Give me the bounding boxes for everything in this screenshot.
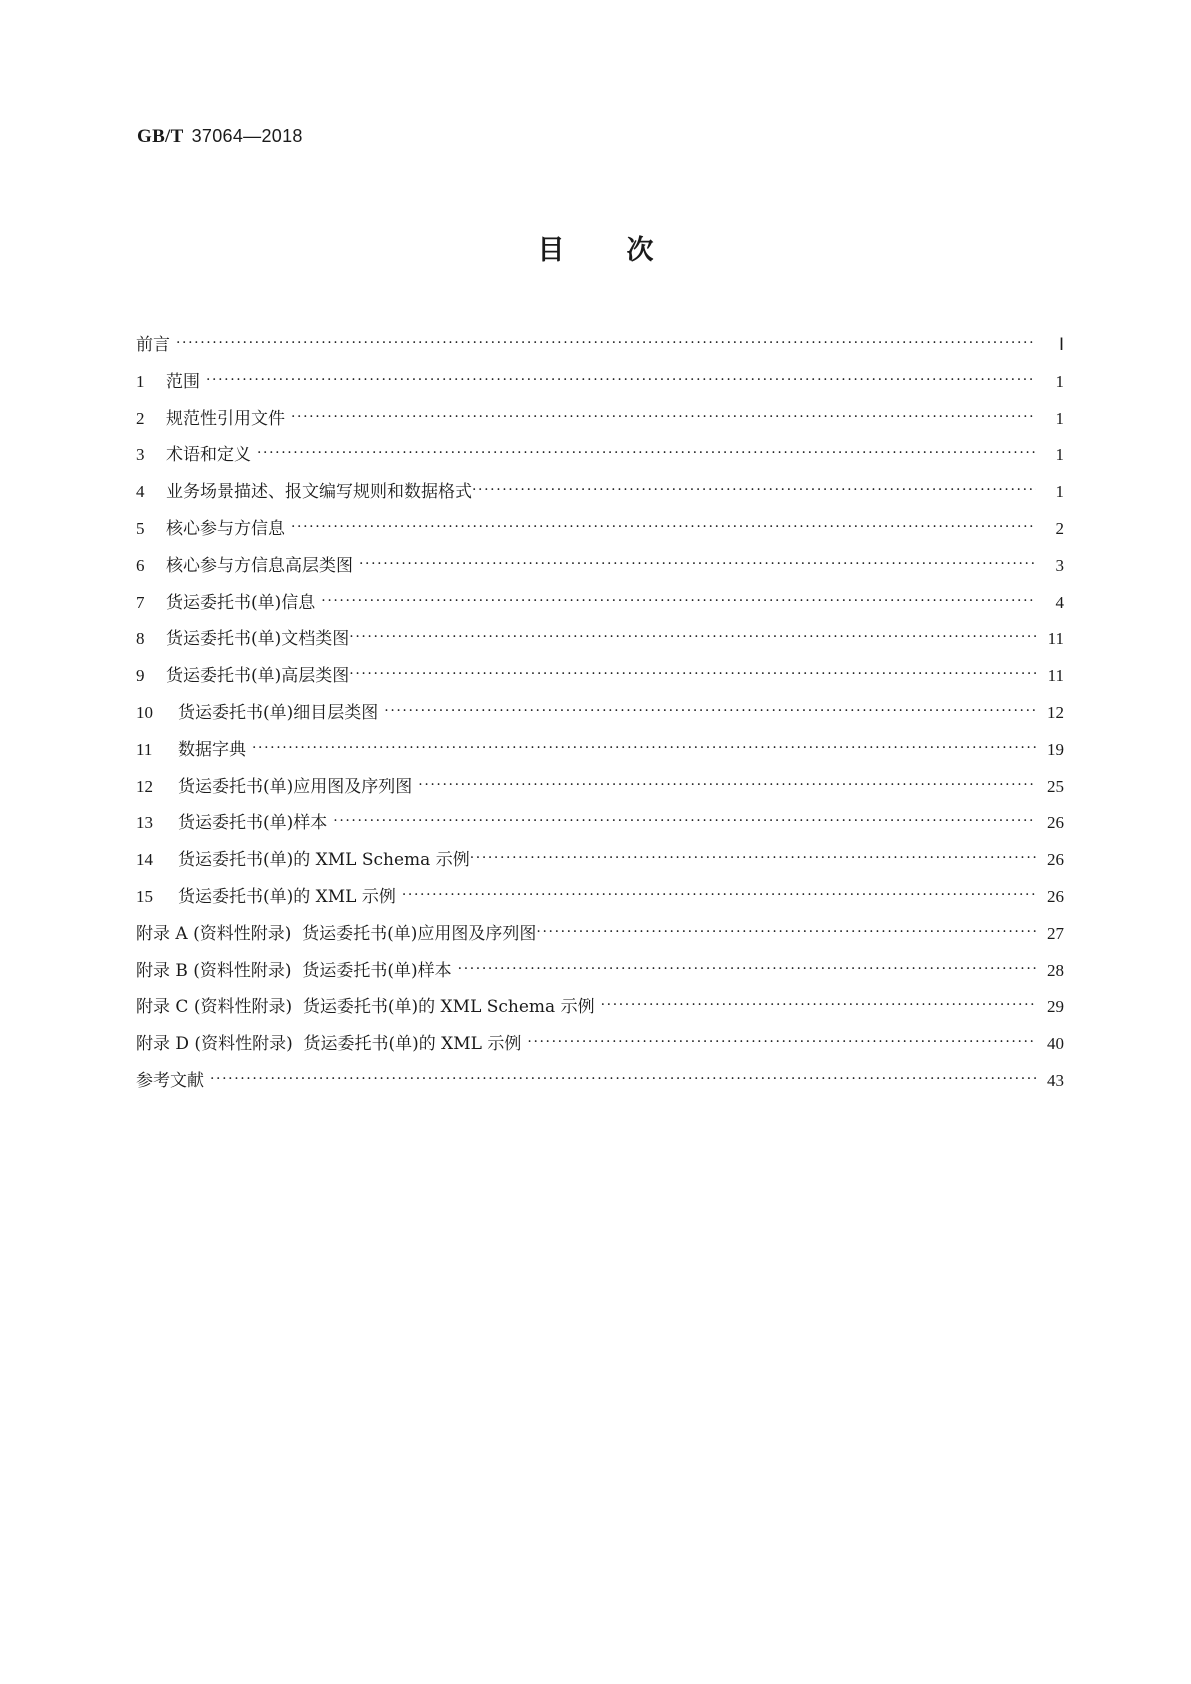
toc-entry-label: 附录 B (资料性附录) 货运委托书(单)样本 — [136, 960, 452, 981]
toc-entry[interactable] — [136, 1029, 1064, 1066]
toc-entry-number: 11 — [136, 739, 153, 759]
toc-entry-number: 8 — [136, 629, 145, 649]
toc-entry-page-number: 26 — [1047, 886, 1064, 906]
dot-leader — [257, 445, 1036, 461]
toc-entry[interactable] — [136, 404, 1064, 441]
dot-leader — [210, 1071, 1036, 1087]
table-of-contents — [136, 330, 1064, 1103]
dot-leader — [291, 409, 1036, 425]
toc-entry-label: 货运委托书(单)的 XML 示例 — [178, 886, 396, 907]
standard-number: 37064—2018 — [191, 126, 303, 146]
toc-entry-label: 货运委托书(单)应用图及序列图 — [178, 776, 413, 797]
toc-entry-number: 3 — [136, 445, 145, 465]
toc-entry-label: 规范性引用文件 — [166, 408, 285, 429]
dot-leader — [601, 997, 1036, 1013]
toc-entry[interactable] — [136, 440, 1064, 477]
toc-entry-label: 核心参与方信息 — [166, 518, 285, 539]
toc-entry[interactable] — [136, 330, 1064, 367]
toc-entry-page-number: 11 — [1047, 629, 1064, 649]
title-char-1: 目 — [537, 235, 565, 266]
toc-entry-number: 9 — [136, 666, 145, 686]
toc-entry[interactable] — [136, 588, 1064, 625]
toc-entry-page-number: 29 — [1047, 997, 1064, 1017]
toc-entry-label: 附录 A (资料性附录) 货运委托书(单)应用图及序列图 — [136, 923, 537, 944]
dot-leader — [418, 777, 1036, 793]
standard-code — [137, 126, 303, 148]
toc-entry-label: 范围 — [166, 371, 200, 392]
toc-entry[interactable] — [136, 845, 1064, 882]
toc-entry-label: 附录 C (资料性附录) 货运委托书(单)的 XML Schema 示例 — [136, 997, 595, 1018]
toc-entry-label: 前言 — [136, 335, 170, 355]
toc-entry-page-number: 3 — [1055, 555, 1064, 575]
toc-entry-page-number: 28 — [1047, 960, 1064, 980]
toc-entry[interactable] — [136, 624, 1064, 661]
dot-leader — [527, 1034, 1036, 1050]
toc-entry-number: 13 — [136, 813, 153, 833]
toc-entry-page-number: Ⅰ — [1058, 335, 1064, 354]
toc-entry-label: 术语和定义 — [166, 445, 251, 466]
toc-entry-label: 数据字典 — [178, 739, 246, 760]
toc-entry[interactable] — [136, 1066, 1064, 1103]
toc-entry[interactable] — [136, 919, 1064, 956]
toc-entry[interactable] — [136, 956, 1064, 993]
toc-entry-page-number: 12 — [1047, 702, 1064, 722]
dot-leader — [458, 961, 1036, 977]
toc-entry[interactable] — [136, 661, 1064, 698]
toc-entry-page-number: 1 — [1055, 371, 1064, 391]
toc-entry-page-number: 40 — [1047, 1034, 1064, 1054]
toc-entry-number: 12 — [136, 776, 153, 796]
toc-entry[interactable] — [136, 477, 1064, 514]
dot-leader — [402, 887, 1036, 903]
toc-entry-label: 货运委托书(单)的 XML Schema 示例 — [178, 850, 470, 871]
toc-entry[interactable] — [136, 808, 1064, 845]
dot-leader — [470, 850, 1036, 866]
toc-entry-number: 7 — [136, 592, 145, 612]
dot-leader — [472, 482, 1036, 498]
toc-entry-page-number: 19 — [1047, 739, 1064, 759]
dot-leader — [252, 740, 1036, 756]
toc-entry-number: 14 — [136, 850, 153, 870]
standard-prefix: GB/T — [137, 126, 184, 147]
dot-leader — [206, 372, 1036, 388]
toc-entry-page-number: 1 — [1055, 408, 1064, 428]
toc-entry[interactable] — [136, 992, 1064, 1029]
toc-entry-label: 货运委托书(单)样本 — [178, 813, 328, 834]
toc-entry-page-number: 27 — [1047, 923, 1064, 943]
dot-leader — [333, 813, 1036, 829]
toc-entry[interactable] — [136, 772, 1064, 809]
toc-entry-page-number: 1 — [1055, 445, 1064, 465]
toc-entry-label: 参考文献 — [136, 1070, 204, 1091]
toc-entry-label: 业务场景描述、报文编写规则和数据格式 — [166, 482, 472, 503]
toc-entry[interactable] — [136, 698, 1064, 735]
toc-entry-label: 货运委托书(单)高层类图 — [166, 666, 350, 687]
toc-entry-page-number: 2 — [1055, 518, 1064, 538]
page-title — [0, 228, 1191, 267]
toc-entry-number: 1 — [136, 371, 145, 391]
dot-leader — [176, 335, 1036, 351]
toc-entry[interactable] — [136, 551, 1064, 588]
toc-entry-page-number: 4 — [1055, 592, 1064, 612]
toc-entry[interactable] — [136, 514, 1064, 551]
toc-entry-number: 15 — [136, 886, 153, 906]
toc-entry[interactable] — [136, 735, 1064, 772]
toc-entry-page-number: 43 — [1047, 1070, 1064, 1090]
toc-entry-page-number: 1 — [1055, 482, 1064, 502]
toc-entry-page-number: 11 — [1047, 666, 1064, 686]
toc-entry-label: 货运委托书(单)细目层类图 — [178, 702, 379, 723]
toc-entry-label: 货运委托书(单)信息 — [166, 592, 316, 613]
dot-leader — [536, 924, 1036, 940]
dot-leader — [291, 519, 1036, 535]
dot-leader — [321, 593, 1036, 609]
toc-entry-label: 核心参与方信息高层类图 — [166, 555, 353, 576]
toc-entry-number: 5 — [136, 518, 145, 538]
toc-entry-number: 6 — [136, 555, 145, 575]
toc-entry[interactable] — [136, 882, 1064, 919]
toc-entry-page-number: 25 — [1047, 776, 1064, 796]
dot-leader — [384, 703, 1036, 719]
dot-leader — [349, 666, 1036, 682]
dot-leader — [349, 629, 1036, 645]
toc-entry-page-number: 26 — [1047, 850, 1064, 870]
toc-entry[interactable] — [136, 367, 1064, 404]
toc-entry-page-number: 26 — [1047, 813, 1064, 833]
dot-leader — [359, 556, 1036, 572]
toc-entry-number: 4 — [136, 482, 145, 502]
toc-entry-label: 附录 D (资料性附录) 货运委托书(单)的 XML 示例 — [136, 1034, 522, 1055]
title-char-2: 次 — [626, 235, 654, 266]
toc-entry-number: 2 — [136, 408, 145, 428]
toc-entry-label: 货运委托书(单)文档类图 — [166, 629, 350, 650]
toc-entry-number: 10 — [136, 702, 153, 722]
